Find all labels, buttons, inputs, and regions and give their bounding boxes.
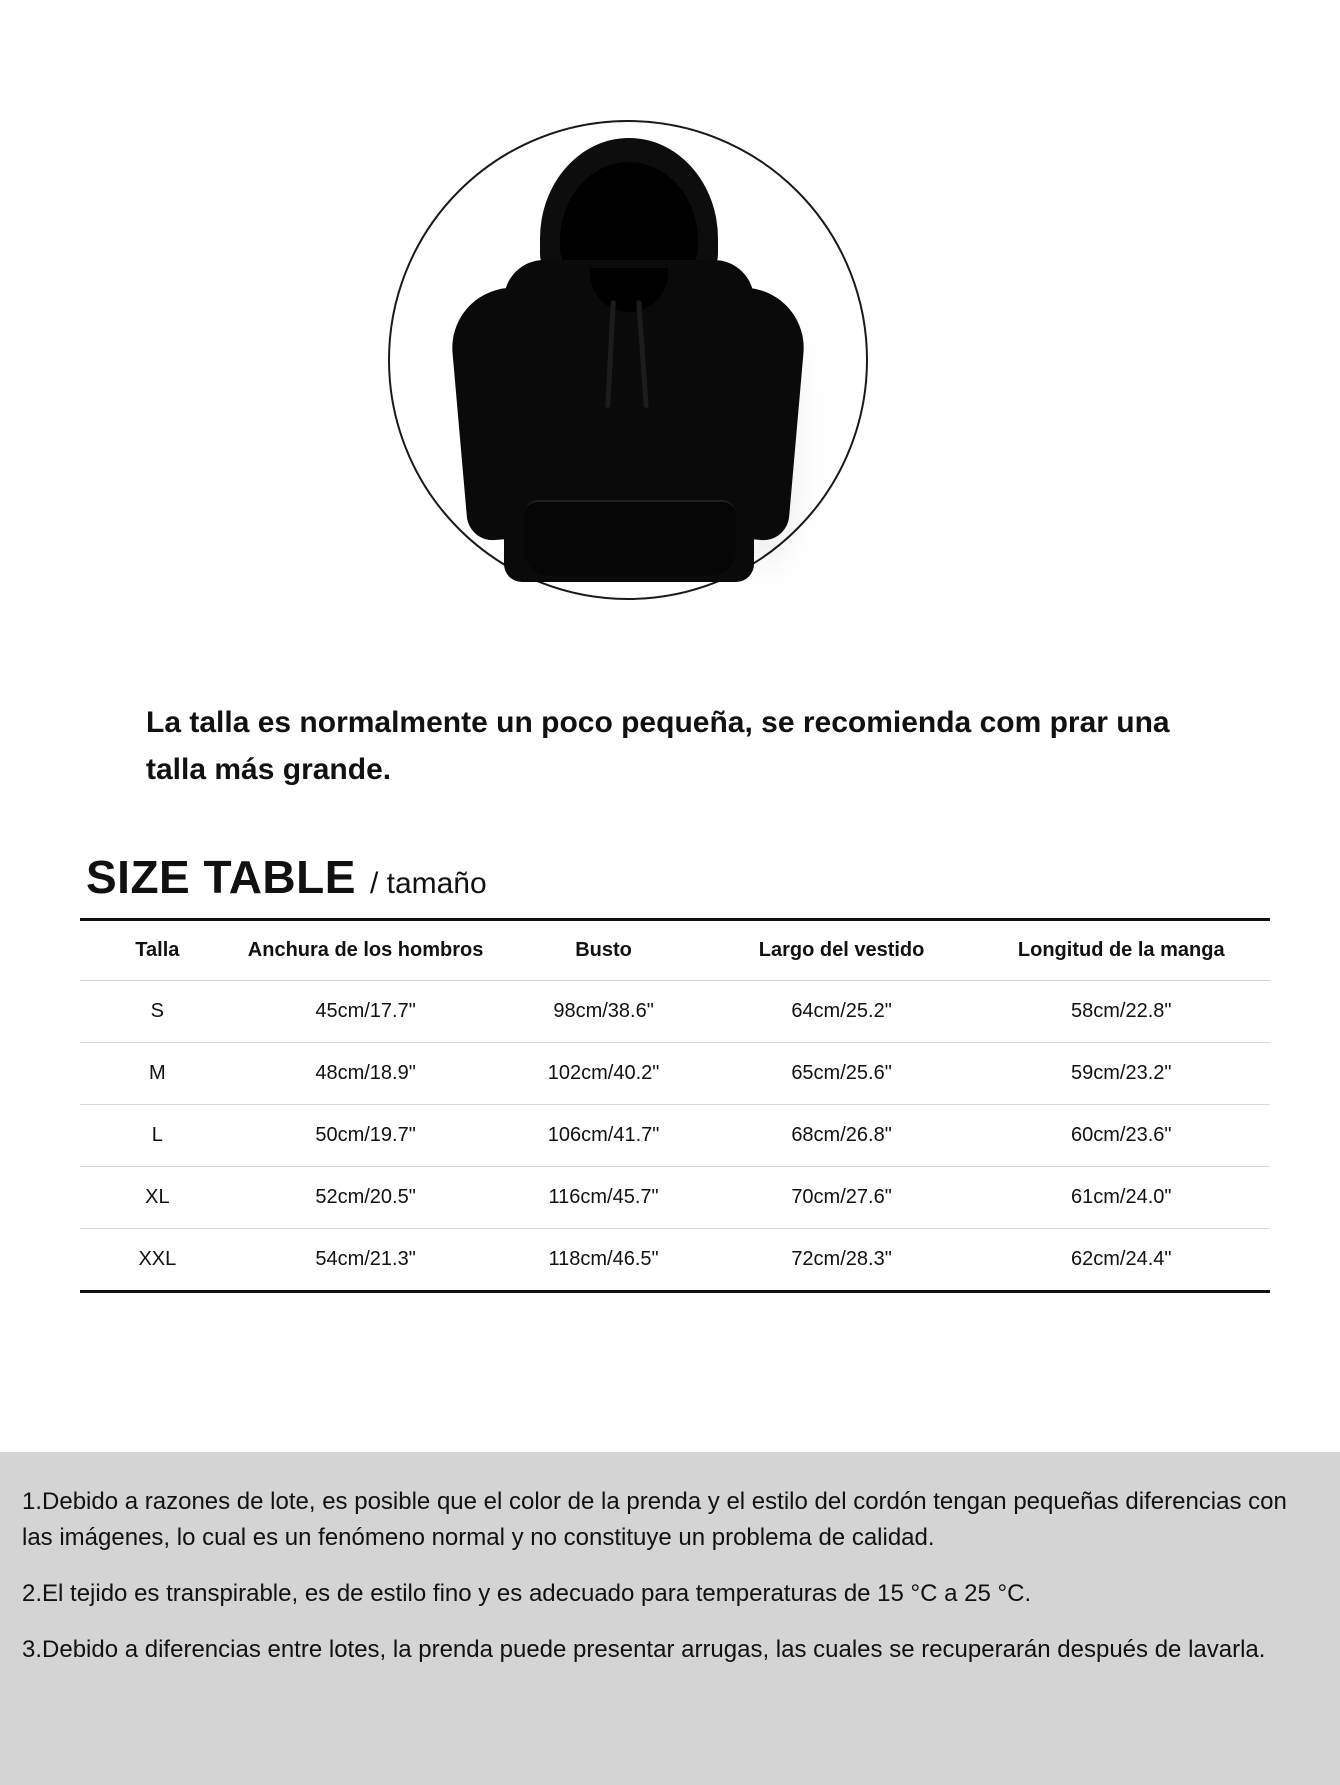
cell-sleeve: 58cm/22.8" (972, 981, 1270, 1043)
cell-shoulder: 52cm/20.5" (235, 1167, 497, 1229)
table-header-row (80, 920, 1270, 981)
size-table-subtitle: / tamaño (369, 867, 487, 900)
cell-length: 70cm/27.6" (711, 1167, 973, 1229)
column-header-bust: Busto (496, 920, 710, 981)
size-table (80, 918, 1270, 1293)
cell-bust: 98cm/38.6" (496, 981, 710, 1043)
cell-size: XXL (80, 1229, 235, 1292)
cell-size: L (80, 1105, 235, 1167)
cell-sleeve: 60cm/23.6" (972, 1105, 1270, 1167)
note-item: 2.El tejido es transpirable, es de estilo fino y es adecuado para temperaturas de 15 °C a 25 °C. (22, 1580, 1032, 1607)
table-row (80, 1229, 1270, 1292)
column-header-talla: Talla (80, 920, 235, 981)
table-row (80, 1167, 1270, 1229)
product-hero (0, 0, 1340, 700)
cell-bust: 106cm/41.7" (496, 1105, 710, 1167)
cell-size: S (80, 981, 235, 1043)
sizing-notice: La talla es normalmente un poco pequeña, se recomienda com prar una talla más grande. (146, 706, 1170, 786)
table-row (80, 981, 1270, 1043)
size-table-section (80, 850, 1270, 1293)
cell-sleeve: 62cm/24.4" (972, 1229, 1270, 1292)
cell-bust: 116cm/45.7" (496, 1167, 710, 1229)
cell-bust: 118cm/46.5" (496, 1229, 710, 1292)
cell-length: 65cm/25.6" (711, 1043, 973, 1105)
size-table-heading (80, 850, 1270, 904)
note-item: 3.Debido a diferencias entre lotes, la prenda puede presentar arrugas, las cuales se recuperarán después de lavarla. (22, 1636, 1266, 1663)
cell-size: M (80, 1043, 235, 1105)
size-table-title: SIZE TABLE (86, 851, 356, 903)
cell-sleeve: 61cm/24.0" (972, 1167, 1270, 1229)
column-header-sleeve: Longitud de la manga (972, 920, 1270, 981)
cell-sleeve: 59cm/23.2" (972, 1043, 1270, 1105)
table-row (80, 1105, 1270, 1167)
cell-length: 64cm/25.2" (711, 981, 973, 1043)
cell-length: 68cm/26.8" (711, 1105, 973, 1167)
cell-shoulder: 54cm/21.3" (235, 1229, 497, 1292)
cell-size: XL (80, 1167, 235, 1229)
cell-shoulder: 48cm/18.9" (235, 1043, 497, 1105)
hoodie-kangaroo-pocket (524, 500, 736, 576)
cell-shoulder: 50cm/19.7" (235, 1105, 497, 1167)
footer-notes (0, 1452, 1340, 1785)
hoodie-illustration (432, 128, 824, 600)
table-row (80, 1043, 1270, 1105)
cell-bust: 102cm/40.2" (496, 1043, 710, 1105)
column-header-shoulder: Anchura de los hombros (235, 920, 497, 981)
note-item: 1.Debido a razones de lote, es posible que el color de la prenda y el estilo del cordón tengan pequeñas diferencias con las imágenes, lo cual es un fenómeno normal y no constituye un problema de calidad. (22, 1488, 1287, 1551)
cell-shoulder: 45cm/17.7" (235, 981, 497, 1043)
cell-length: 72cm/28.3" (711, 1229, 973, 1292)
column-header-length: Largo del vestido (711, 920, 973, 981)
